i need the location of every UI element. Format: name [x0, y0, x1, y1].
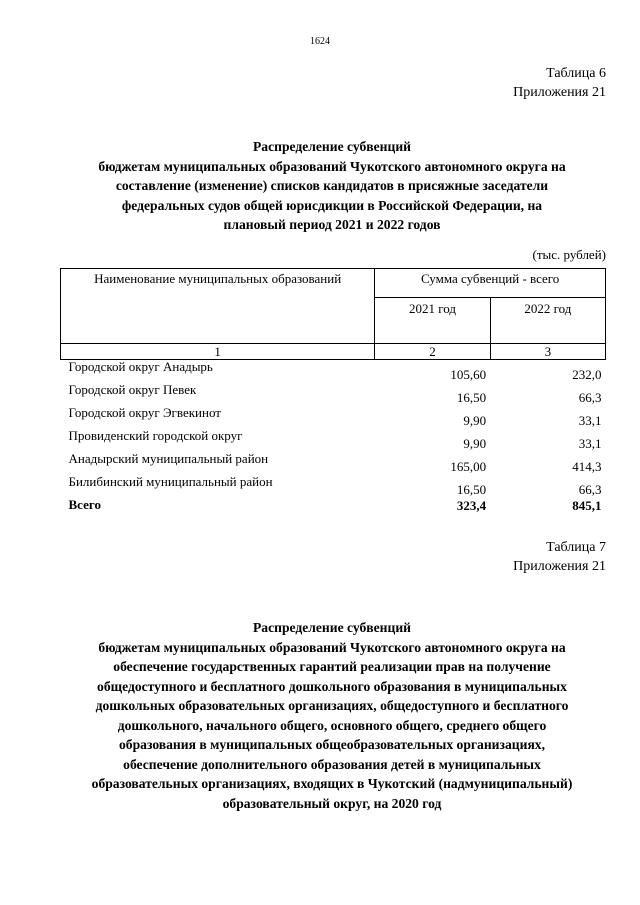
table7-title: [40, 618, 624, 813]
row-value-2022: 33,1: [578, 436, 602, 451]
row-value-2021: 16,50: [456, 482, 487, 497]
total-value-2022: 845,1: [572, 498, 602, 513]
column-number: 2: [375, 344, 490, 360]
table6-title-line: бюджетам муниципальных образований Чукотского автономного округа на: [98, 158, 566, 174]
row-value-2021: 9,90: [463, 436, 487, 451]
total-label: Всего: [68, 497, 101, 512]
row-value-2022: 33,1: [578, 413, 602, 428]
table6-title-line: составление (изменение) списков кандидатов в присяжные заседатели: [115, 178, 549, 193]
table6-title-line: федеральных судов общей юрисдикции в Российской Федерации, на: [121, 197, 543, 213]
table-row: [61, 475, 606, 498]
row-value-2021: 165,00: [450, 459, 487, 474]
table-row: [61, 360, 606, 384]
table7-title-line: дошкольных образовательных организациях, общедоступного и бесплатного: [95, 698, 569, 713]
table7-title-line: обеспечение дополнительного образования детей в муниципальных: [123, 756, 541, 772]
row-name: Анадырский муниципальный район: [68, 451, 269, 466]
table7-title-line: образовательный округ, на 2020 год: [222, 795, 442, 811]
table6-ref-line1: Таблица 6: [546, 66, 606, 81]
header-name: Наименование муниципальных образований: [61, 269, 375, 344]
table-row: [61, 429, 606, 452]
subvention-table: [60, 268, 606, 515]
row-value-2021: 105,60: [450, 367, 487, 382]
header-sum: Сумма субвенций - всего: [375, 269, 606, 298]
row-name: Городской округ Анадырь: [68, 359, 213, 374]
column-number: 1: [61, 344, 375, 360]
table-row: [61, 406, 606, 429]
table6-title-line: плановый период 2021 и 2022 годов: [223, 217, 441, 232]
table-row: [61, 452, 606, 475]
table7-title-line: бюджетам муниципальных образований Чукотского автономного округа на: [98, 639, 566, 655]
table7-ref-line2: Приложения 21: [513, 559, 606, 574]
table7-title-line: обеспечение государственных гарантий реализации прав на получение: [113, 659, 551, 674]
units-label: (тыс. рублей): [532, 247, 606, 262]
table-row: [61, 383, 606, 406]
page-number: 1624: [310, 36, 330, 47]
row-value-2021: 16,50: [456, 390, 487, 405]
table7-reference: [513, 538, 606, 576]
table7-title-line: Распределение субвенций: [252, 620, 412, 635]
row-value-2022: 414,3: [572, 459, 602, 474]
table7-title-line: образовательных организациях, входящих в Чукотский (надмуниципальный): [91, 776, 573, 791]
table7-ref-line1: Таблица 7: [546, 540, 606, 555]
total-value-2021: 323,4: [456, 498, 487, 513]
row-value-2022: 66,3: [578, 482, 602, 497]
row-name: Городской округ Певек: [68, 382, 197, 397]
table6-ref-line2: Приложения 21: [513, 85, 606, 100]
row-value-2022: 232,0: [572, 367, 602, 382]
row-value-2021: 9,90: [463, 413, 487, 428]
table6-title-line: Распределение субвенций: [252, 139, 412, 154]
column-number: 3: [490, 344, 605, 360]
table7-title-line: образования в муниципальных общеобразовательных организациях,: [119, 737, 545, 752]
table7-title-line: общедоступного и бесплатного дошкольного образования в муниципальных: [97, 678, 567, 694]
total-row: [61, 498, 606, 515]
table6-title: [40, 137, 624, 235]
row-name: Городской округ Эгвекинот: [68, 405, 221, 420]
table6-reference: [513, 64, 606, 102]
header-year-2022: 2022 год: [490, 298, 605, 344]
table7-title-line: дошкольного, начального общего, основного общего, среднего общего: [117, 717, 547, 733]
row-value-2022: 66,3: [578, 390, 602, 405]
column-number-row: [61, 344, 606, 360]
row-name: Билибинский муниципальный район: [68, 474, 273, 489]
row-name: Провиденский городской округ: [68, 428, 243, 443]
header-year-2021: 2021 год: [375, 298, 490, 344]
